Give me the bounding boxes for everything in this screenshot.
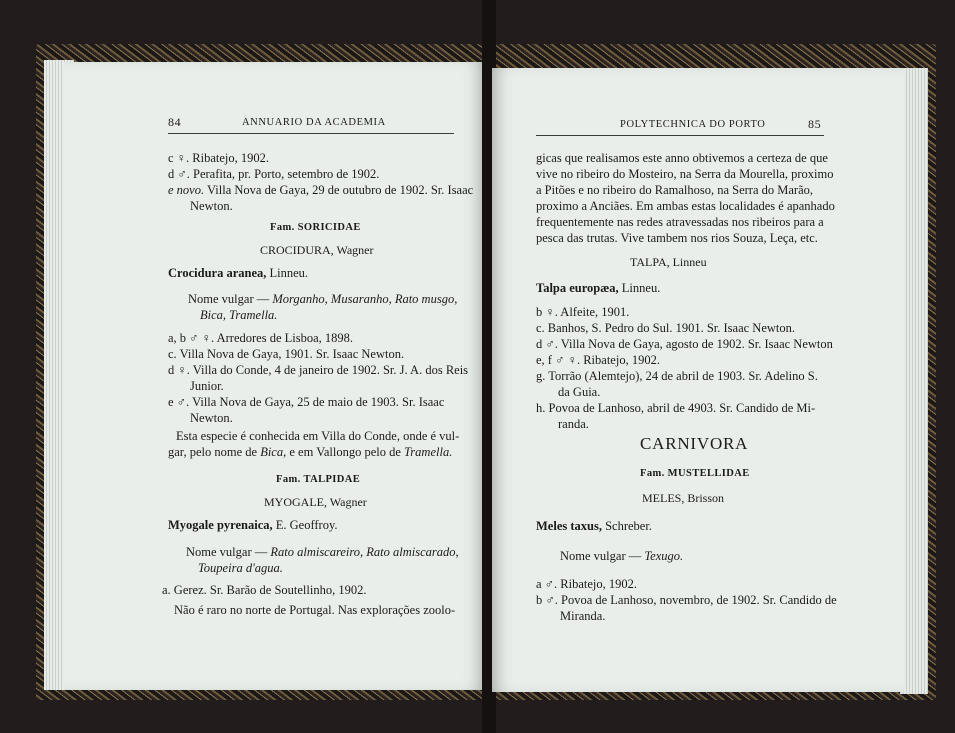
page-number: 84 bbox=[168, 115, 182, 129]
common-name: Nome vulgar — Rato almiscareiro, Rato almiscarado, bbox=[186, 545, 459, 559]
right-page bbox=[492, 68, 904, 692]
page-number: 85 bbox=[808, 117, 822, 131]
text-line: e novo. Villa Nova de Gaya, 29 de outubro de 1902. Sr. Isaac bbox=[168, 183, 474, 197]
text-line: Newton. bbox=[190, 199, 233, 213]
text-line: c ♀. Ribatejo, 1902. bbox=[168, 151, 270, 165]
order-heading: CARNIVORA bbox=[640, 434, 749, 453]
text-line: gar, pelo nome de Bica, e em Vallongo pelo de Tramella. bbox=[168, 445, 453, 459]
text-line: b ♀. Alfeite, 1901. bbox=[536, 305, 630, 319]
species-heading: Crocidura aranea, Linneu. bbox=[168, 266, 309, 280]
text-line: a, b ♂ ♀. Arredores de Lisboa, 1898. bbox=[168, 331, 354, 345]
text-line: frequentemente nas redes atravessadas nos ribeiros para a bbox=[536, 215, 824, 229]
text-line: gicas que realisamos este anno obtivemos a certeza de que bbox=[536, 151, 828, 165]
text-line: d ♂. Perafita, pr. Porto, setembro de 1902. bbox=[168, 167, 380, 181]
text-line: da Guia. bbox=[558, 385, 601, 399]
running-head: ANNUARIO DA ACADEMIA bbox=[242, 117, 386, 128]
text-line: pesca das trutas. Vive tambem nos rios Souza, Leça, etc. bbox=[536, 231, 818, 245]
text-line: Miranda. bbox=[560, 609, 606, 623]
common-name: Nome vulgar — Texugo. bbox=[560, 549, 684, 563]
text-line: a Pitões e no ribeiro do Ramalhoso, na Serra do Marão, bbox=[536, 183, 814, 197]
genus-heading: MYOGALE, Wagner bbox=[264, 495, 367, 509]
text-line: a. Gerez. Sr. Barão de Soutellinho, 1902. bbox=[162, 583, 367, 597]
text-line: c. Villa Nova de Gaya, 1901. Sr. Isaac Newton. bbox=[168, 347, 405, 361]
text-line: Junior. bbox=[190, 379, 224, 393]
text-line: g. Torrão (Alemtejo), 24 de abril de 1903. Sr. Adelino S. bbox=[536, 369, 818, 383]
species-heading: Talpa europæa, Linneu. bbox=[536, 281, 661, 295]
text-line: d ♀. Villa do Conde, 4 de janeiro de 1902. Sr. J. A. dos Reis bbox=[168, 363, 469, 377]
family-heading: Fam. SORICIDAE bbox=[270, 222, 361, 233]
header-rule bbox=[168, 133, 454, 134]
text-line: d ♂. Villa Nova de Gaya, agosto de 1902. Sr. Isaac Newton bbox=[536, 337, 833, 351]
common-name: Nome vulgar — Morganho, Musaranho, Rato musgo, bbox=[188, 292, 458, 306]
family-heading: Fam. MUSTELLIDAE bbox=[640, 468, 750, 479]
running-head: POLYTECHNICA DO PORTO bbox=[620, 119, 766, 130]
left-page bbox=[64, 62, 484, 690]
genus-heading: TALPA, Linneu bbox=[630, 255, 707, 269]
text-line: randa. bbox=[558, 417, 589, 431]
text-line: e ♂. Villa Nova de Gaya, 25 de maio de 1903. Sr. Isaac bbox=[168, 395, 445, 409]
genus-heading: CROCIDURA, Wagner bbox=[260, 243, 374, 257]
text-line: b ♂. Povoa de Lanhoso, novembro, de 1902. Sr. Candido de bbox=[536, 593, 837, 607]
text-line: proximo a Anciães. Em ambas estas localidades é apanhado bbox=[536, 199, 835, 213]
text-line: vive no ribeiro do Mosteiro, na Serra da Mourella, proximo bbox=[536, 167, 834, 181]
species-heading: Meles taxus, Schreber. bbox=[536, 519, 652, 533]
text-line: h. Povoa de Lanhoso, abril de 4903. Sr. Candido de Mi- bbox=[536, 401, 816, 415]
text-line: Não é raro no norte de Portugal. Nas explorações zoolo- bbox=[174, 603, 456, 617]
common-name: Toupeira d'agua. bbox=[198, 561, 283, 575]
text-line: a ♂. Ribatejo, 1902. bbox=[536, 577, 638, 591]
right-page-edges bbox=[900, 68, 928, 694]
common-name: Bica, Tramella. bbox=[200, 308, 278, 322]
species-heading: Myogale pyrenaica, E. Geoffroy. bbox=[168, 518, 338, 532]
header-rule bbox=[536, 135, 824, 136]
text-line: Esta especie é conhecida em Villa do Conde, onde é vul- bbox=[176, 429, 460, 443]
text-line: Newton. bbox=[190, 411, 233, 425]
text-line: e, f ♂ ♀. Ribatejo, 1902. bbox=[536, 353, 660, 367]
genus-heading: MELES, Brisson bbox=[642, 491, 725, 505]
text-line: c. Banhos, S. Pedro do Sul. 1901. Sr. Isaac Newton. bbox=[536, 321, 796, 335]
family-heading: Fam. TALPIDAE bbox=[276, 474, 361, 485]
